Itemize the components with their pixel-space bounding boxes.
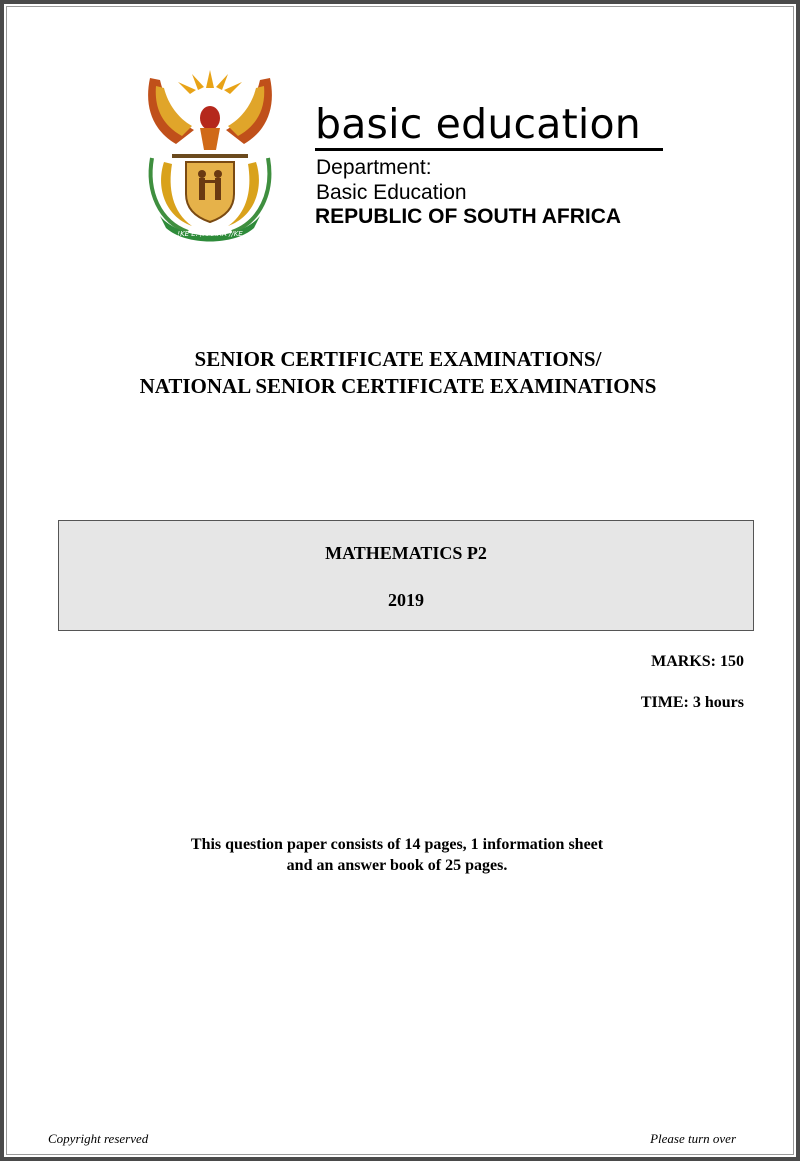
exam-title-line1: SENIOR CERTIFICATE EXAMINATIONS/ (194, 347, 602, 371)
department-name: Basic Education (316, 181, 467, 204)
subject-name: MATHEMATICS P2 (325, 543, 487, 563)
exam-year: 2019 (388, 590, 424, 610)
paper-info-line1: This question paper consists of 14 pages, 1 information sheet (190, 836, 604, 853)
marks-label: MARKS: 150 (651, 653, 744, 670)
country-name: REPUBLIC OF SOUTH AFRICA (315, 205, 622, 228)
brand-title: basic education (315, 100, 641, 148)
exam-title-line2: NATIONAL SENIOR CERTIFICATE EXAMINATIONS (139, 374, 657, 398)
svg-text:!KE E: /XARRA //KE: !KE E: /XARRA //KE (177, 230, 243, 238)
paper-info-line2: and an answer book of 25 pages. (286, 857, 508, 874)
time-label: TIME: 3 hours (640, 694, 744, 711)
subject-box (58, 520, 754, 631)
copyright-footer: Copyright reserved (48, 1131, 149, 1146)
turn-over-footer: Please turn over (650, 1131, 736, 1146)
brand-underline (315, 148, 663, 151)
coat-of-arms-icon (142, 66, 278, 244)
department-label: Department: (316, 156, 432, 179)
